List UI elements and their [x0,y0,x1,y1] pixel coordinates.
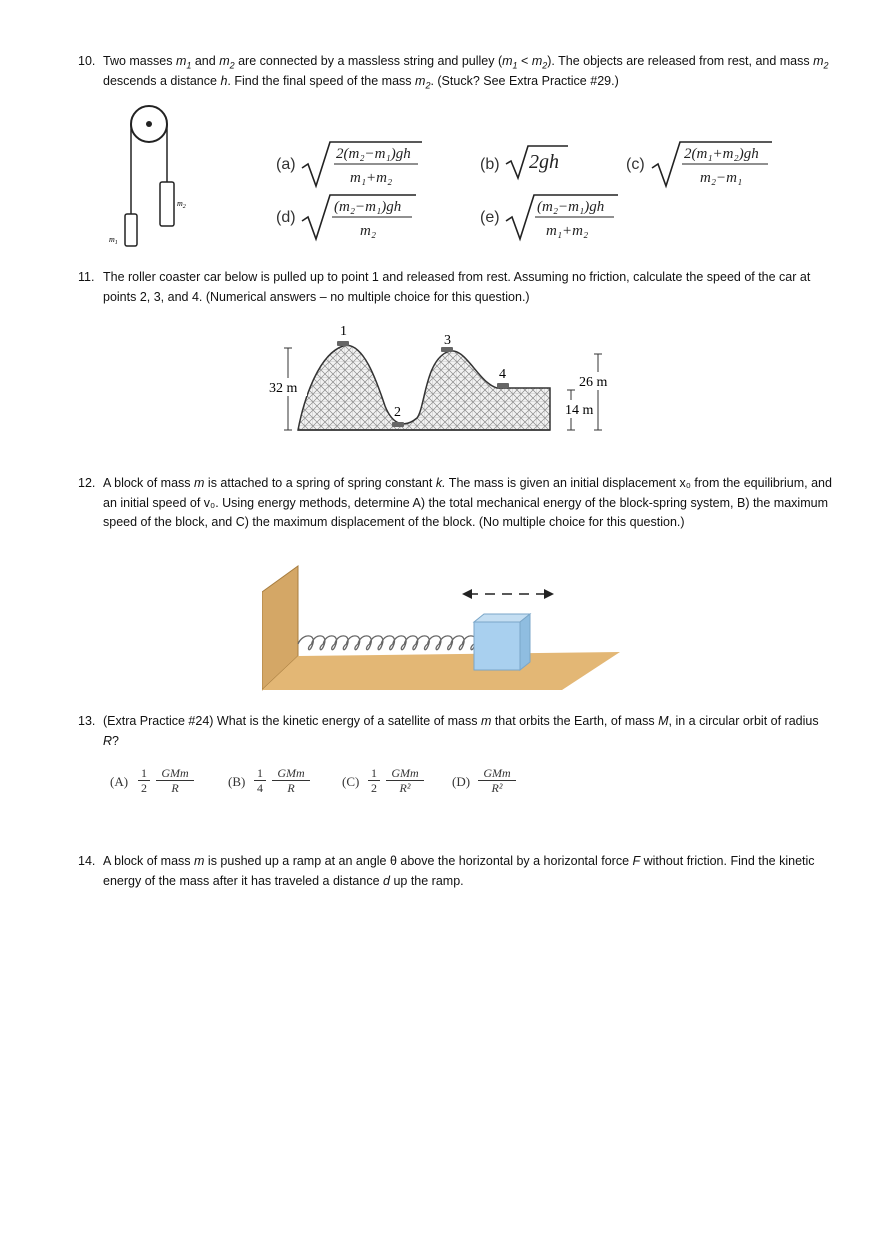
main-fraction: GMm R² [478,766,516,795]
question-text: The roller coaster car below is pulled up to point 1 and released from rest. Assuming no friction, calculate the speed of the car at points 2, 3, and 4. (Numerical answers – no multiple choice for this question.) [103,270,811,304]
spring-coil [298,636,476,650]
svg-text:m₁+m₂: m₁+m₂ [546,223,589,239]
question-number: 11. [78,270,95,284]
point-4-label: 4 [499,367,506,382]
question-text: A block of mass m is pushed up a ramp at an angle θ above the horizontal by a horizontal force F without friction. Find the kinetic energy of the mass after it has traveled a distance d up the ramp. [103,854,815,888]
option-d-expression [300,191,425,243]
option-d-label: (d) [276,209,296,226]
point-1-label: 1 [340,324,347,339]
svg-text:(m₂−m₁)gh: (m₂−m₁)gh [537,199,605,215]
svg-text:m₂−m₁: m₂−m₁ [700,170,743,186]
coef-fraction: $\frac{1}{4}$ [254,766,266,795]
car-point-2 [392,422,404,427]
arrow-right-head [544,589,554,599]
svg-text:2gh: 2gh [529,151,559,173]
car-point-1 [337,341,349,346]
pulley-figure [105,102,195,252]
question-14 [78,852,838,891]
roller-coaster-figure [265,322,625,454]
question-11 [78,268,838,307]
floor [262,652,620,690]
option-e-label: (e) [480,209,500,226]
arrow-left-head [462,589,472,599]
block-side [520,614,530,670]
svg-text:2(m₂−m₁)gh: 2(m₂−m₁)gh [336,146,411,162]
question-number: 12. [78,476,96,490]
option-b-expression [504,142,574,182]
height-26m-label: 26 m [579,375,608,390]
spring-block-figure [262,562,627,694]
height-32m-label: 32 m [269,381,298,396]
point-3-label: 3 [444,333,451,348]
choice-label: (D) [452,774,471,789]
svg-text:(m₂−m₁)gh: (m₂−m₁)gh [334,199,402,215]
option-c-label: (c) [626,156,645,173]
choice-label: (B) [228,774,246,789]
pulley-axle [146,121,152,127]
option-c-expression [650,138,775,190]
point-2-label: 2 [394,405,401,420]
option-b-label: (b) [480,156,500,173]
svg-text:m₂: m₂ [360,223,377,239]
choice-label: (A) [110,774,129,789]
question-12 [78,474,838,533]
main-fraction: GMm R [156,766,194,795]
block [474,622,520,670]
svg-text:2(m₁+m₂)gh: 2(m₁+m₂)gh [684,146,759,162]
question-13 [78,712,838,751]
coef-fraction: $\frac{1}{2}$ [368,766,380,795]
mass-m1 [125,214,137,246]
question-10 [78,52,838,91]
question-number: 14. [78,854,96,868]
mass-m2 [160,182,174,226]
question-text: A block of mass m is attached to a spring of spring constant k. The mass is given an initial displacement x₀ from the equilibrium, and an initial speed of v₀. Using energy methods, determine A) the total mechanical energy of the block-spring system, B) the maximum speed of the block, and C) the maximum displacement of the block. (No multiple choice for this question.) [103,476,832,529]
question-number: 10. [78,54,96,68]
label-m1: $m_1$ [109,235,118,246]
question-text: (Extra Practice #24) What is the kinetic energy of a satellite of mass m that orbits the Earth, of mass M, in a circular orbit of radius R? [103,714,819,748]
question-number: 13. [78,714,96,728]
option-a-expression [300,138,425,190]
height-14m-label: 14 m [565,403,594,418]
option-a-label: (a) [276,156,296,173]
choice-label: (C) [342,774,360,789]
track-structure [298,345,550,430]
label-m2: $m_2$ [177,199,186,210]
main-fraction: GMm R [272,766,310,795]
car-point-4 [497,383,509,388]
question-text: Two masses $m_1$ and $m_2$ are connected by a massless string and pulley $(m_1 < m_2)$. The objects are released from rest, and mass $m_2$ descends a distance h. Find the final speed of the mass $m_2$. (Stuck? See Extra Practice #29.) [103,54,829,90]
coef-fraction: $\frac{1}{2}$ [138,766,150,795]
option-e-expression [504,191,629,243]
svg-text:m₁+m₂: m₁+m₂ [350,170,393,186]
main-fraction: GMm R² [386,766,424,795]
